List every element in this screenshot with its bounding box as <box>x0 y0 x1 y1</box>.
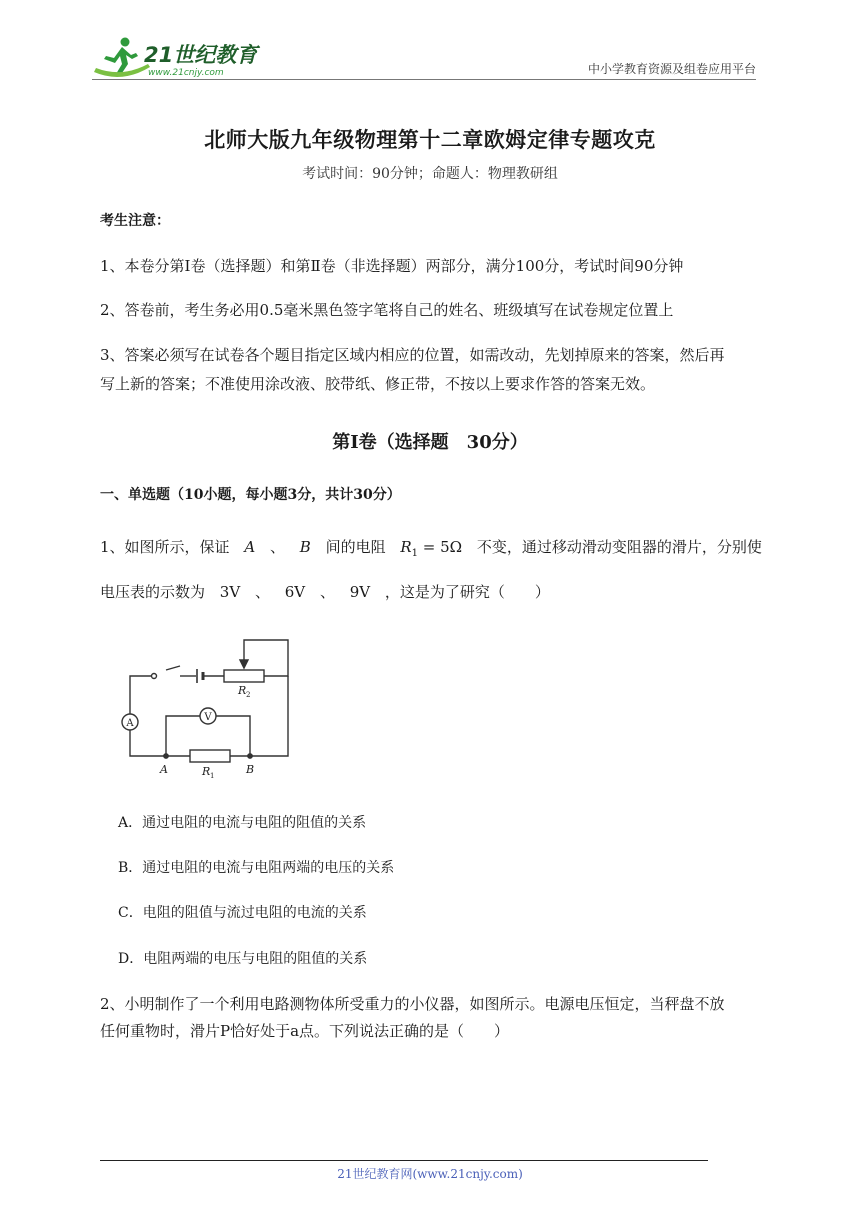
q1-option-c: C．电阻的阻值与流过电阻的电流的关系 <box>118 905 367 921</box>
notice-item-3-cont: 写上新的答案；不准使用涂改液、胶带纸、修正带，不按以上要求作答的答案无效。 <box>100 375 656 393</box>
footer-link[interactable]: 21世纪教育网(www.21cnjy.com) <box>337 1167 523 1181</box>
node-b-dot <box>248 754 252 758</box>
exam-subtitle: 考试时间：90分钟；命题人：物理教研组 <box>302 166 558 182</box>
q1-voltage-3: 9V <box>349 583 371 601</box>
notice-item-2: 2、答卷前，考生务必用0.5毫米黑色签字笔将自己的姓名、班级填写在试卷规定位置上 <box>100 301 674 319</box>
q1-option-d: D．电阻两端的电压与电阻的阻值的关系 <box>118 951 368 967</box>
q1-separator-2: 、 <box>254 583 270 601</box>
r1-subscript: 1 <box>210 772 215 780</box>
header-divider <box>92 79 756 80</box>
q1-voltage-2: 6V <box>284 583 306 601</box>
voltmeter-label: V <box>204 712 212 723</box>
r2-resistor <box>224 670 264 682</box>
r2-label: R <box>238 684 247 697</box>
circuit-wire-left <box>130 730 190 756</box>
section-title: 第I卷（选择题 30分） <box>332 432 528 453</box>
circuit-wire-right <box>250 676 288 756</box>
node-a-label: A <box>160 763 168 776</box>
circuit-wire-outer <box>130 676 152 714</box>
logo-text: 21世纪教育 <box>144 43 258 67</box>
r1-label: R <box>202 765 211 778</box>
q1-separator: 、 <box>269 538 285 556</box>
q1-line2-prefix: 电压表的示数为 <box>100 583 206 601</box>
r2-slider-arrow <box>240 660 248 668</box>
site-logo <box>92 34 262 82</box>
q1-separator-3: 、 <box>319 583 335 601</box>
r2-subscript: 2 <box>246 691 251 699</box>
q1-option-b: B．通过电阻的电流与电阻两端的电压的关系 <box>118 860 395 876</box>
header-platform-text: 中小学教育资源及组卷应用平台 <box>587 62 756 76</box>
q1-post-text: 不变，通过移动滑动变阻器的滑片，分别使 <box>476 538 762 556</box>
question-1-line-2 <box>100 582 550 602</box>
notice-heading: 考生注意： <box>100 213 170 229</box>
switch-pivot <box>152 674 157 679</box>
q1-option-a: A．通过电阻的电流与电阻的阻值的关系 <box>118 815 367 831</box>
part-heading: 一、单选题（10小题，每小题3分，共计30分） <box>100 487 401 503</box>
q1-r1-symbol: R <box>400 538 412 556</box>
q1-point-b: B <box>299 538 311 556</box>
footer-divider <box>100 1160 708 1161</box>
q1-r1-value: = 5Ω <box>418 538 463 556</box>
node-a-dot <box>164 754 168 758</box>
exam-title: 北师大版九年级物理第十二章欧姆定律专题攻克 <box>204 127 656 152</box>
runner-icon <box>94 38 150 77</box>
question-2-line-1: 2、小明制作了一个利用电路测物体所受重力的小仪器，如图所示。电源电压恒定，当秤盘不放 <box>100 995 725 1013</box>
q1-point-a: A <box>244 538 256 556</box>
q1-r1-subscript: 1 <box>411 548 419 559</box>
q1-prefix: 1、如图所示，保证 <box>100 538 230 556</box>
question-2-line-2: 任何重物时，滑片P恰好处于a点。下列说法正确的是（ ） <box>100 1022 510 1040</box>
notice-item-1: 1、本卷分第I卷（选择题）和第Ⅱ卷（非选择题）两部分，满分100分，考试时间90分钟 <box>100 257 684 275</box>
switch-lever <box>166 666 180 670</box>
ammeter-label: A <box>126 718 134 729</box>
notice-item-3: 3、答案必须写在试卷各个题目指定区域内相应的位置，如需改动，先划掉原来的答案，然后再 <box>100 346 725 364</box>
q1-circuit-diagram <box>118 632 298 782</box>
logo-url: www.21cnjy.com <box>148 68 224 78</box>
question-1-line-1 <box>100 537 762 564</box>
r1-resistor <box>190 750 230 762</box>
node-b-label: B <box>246 763 255 776</box>
q1-voltage-1: 3V <box>219 583 241 601</box>
q1-mid-text: 间的电阻 <box>325 538 386 556</box>
q1-line2-suffix: ，这是为了研究（ ） <box>384 583 550 601</box>
